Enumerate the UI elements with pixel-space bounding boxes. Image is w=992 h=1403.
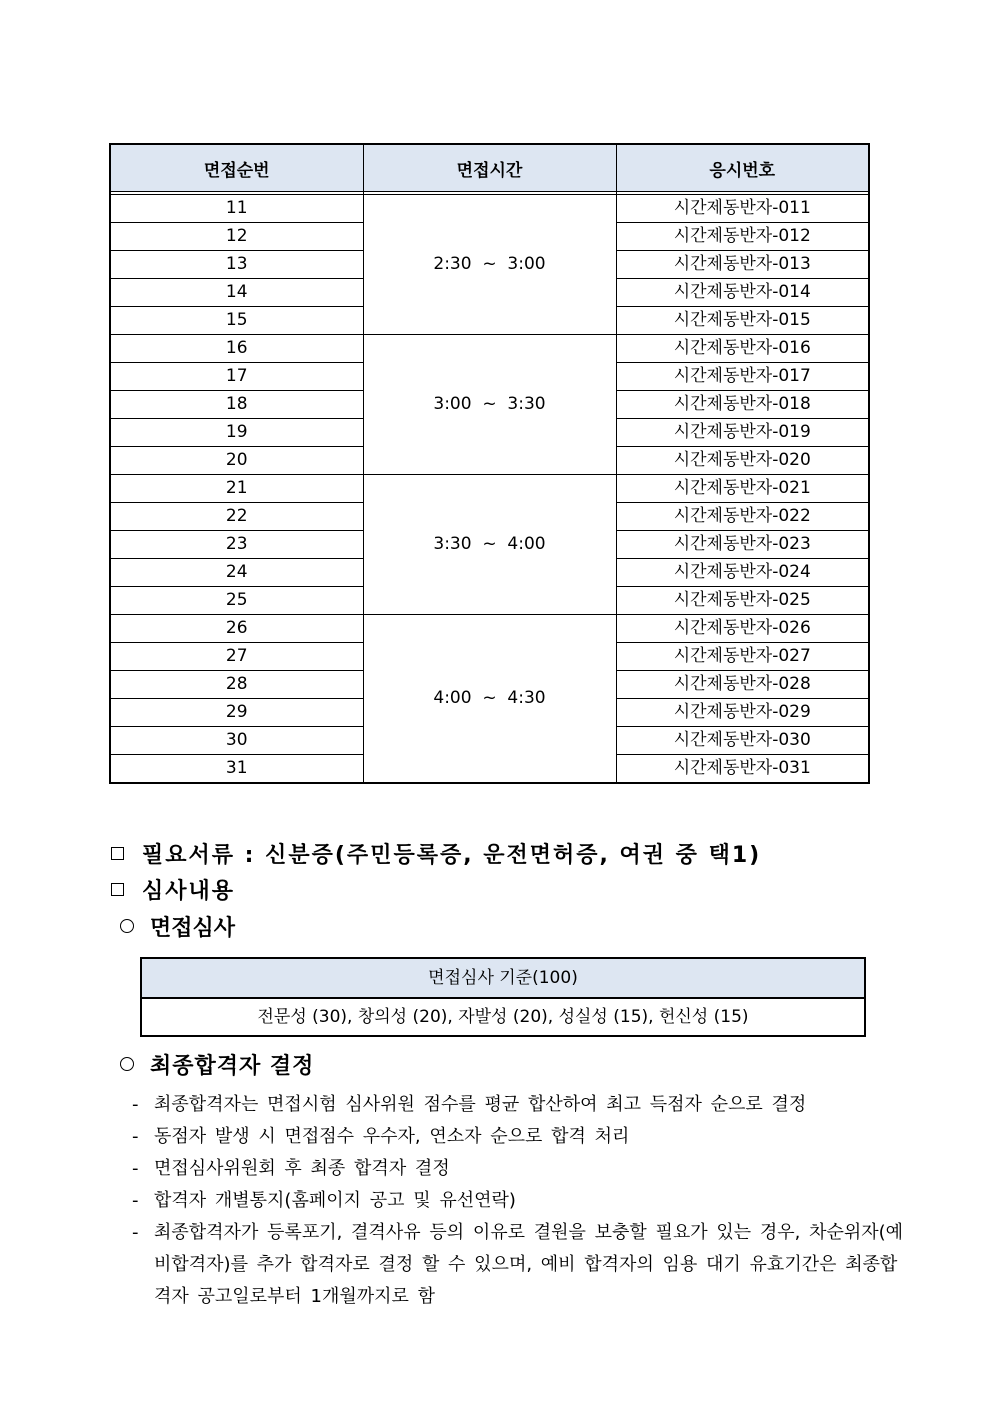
list-item	[132, 1089, 912, 1121]
interview-schedule-table	[109, 143, 870, 784]
interview-time-cell: 3:00 ~ 3:30	[363, 335, 616, 475]
exam-number-cell: 시간제동반자-023	[616, 531, 869, 559]
interview-order-cell: 23	[110, 531, 363, 559]
table-row	[110, 195, 869, 223]
interview-order-cell: 13	[110, 251, 363, 279]
interview-order-cell: 18	[110, 391, 363, 419]
list-item	[132, 1153, 912, 1185]
exam-number-cell: 시간제동반자-030	[616, 727, 869, 755]
list-item-text: 동점자 발생 시 면접점수 우수자, 연소자 순으로 합격 처리	[154, 1126, 630, 1147]
criteria-title: 면접심사 기준(100)	[142, 959, 864, 999]
interview-order-cell: 25	[110, 587, 363, 615]
exam-number-cell: 시간제동반자-012	[616, 223, 869, 251]
table-row	[110, 615, 869, 643]
interview-order-cell: 21	[110, 475, 363, 503]
final-decision-text: 최종합격자 결정	[150, 1054, 315, 1079]
table-row	[110, 335, 869, 363]
final-decision-list	[132, 1089, 912, 1313]
exam-number-cell: 시간제동반자-027	[616, 643, 869, 671]
interview-order-cell: 20	[110, 447, 363, 475]
dash-bullet: -	[132, 1222, 139, 1243]
exam-number-cell: 시간제동반자-014	[616, 279, 869, 307]
table-body	[110, 192, 869, 784]
exam-number-cell: 시간제동반자-022	[616, 503, 869, 531]
interview-order-cell: 15	[110, 307, 363, 335]
interview-order-cell: 31	[110, 755, 363, 784]
table-header-row	[110, 144, 869, 192]
interview-order-cell: 12	[110, 223, 363, 251]
exam-number-cell: 시간제동반자-025	[616, 587, 869, 615]
square-bullet-icon	[111, 883, 124, 896]
square-bullet-icon	[111, 847, 124, 860]
interview-order-cell: 16	[110, 335, 363, 363]
exam-number-cell: 시간제동반자-029	[616, 699, 869, 727]
list-item-text: 최종합격자는 면접시험 심사위원 점수를 평균 합산하여 최고 득점자 순으로 결정	[154, 1094, 807, 1115]
criteria-items: 전문성 (30), 창의성 (20), 자발성 (20), 성실성 (15), 헌신성 (15)	[257, 1007, 749, 1027]
interview-order-cell: 19	[110, 419, 363, 447]
interview-time-cell: 3:30 ~ 4:00	[363, 475, 616, 615]
circle-bullet-icon	[120, 919, 134, 933]
review-content-text: 심사내용	[142, 879, 236, 904]
table-row	[110, 475, 869, 503]
dash-bullet: -	[132, 1190, 139, 1211]
interview-order-cell: 27	[110, 643, 363, 671]
list-item-text: 면접심사위원회 후 최종 합격자 결정	[154, 1158, 450, 1179]
exam-number-cell: 시간제동반자-016	[616, 335, 869, 363]
list-item-text: 최종합격자가 등록포기, 결격사유 등의 이유로 결원을 보충할 필요가 있는 경우, 차순위자(예비합격자)를 추가 합격자로 결정 할 수 있으며, 예비 합격자의 임용 대기 유효기간은 최종합격자 공고일로부터 1개월까지로 함	[154, 1222, 904, 1307]
interview-order-cell: 17	[110, 363, 363, 391]
exam-number-cell: 시간제동반자-019	[616, 419, 869, 447]
exam-number-cell: 시간제동반자-031	[616, 755, 869, 784]
interview-order-cell: 24	[110, 559, 363, 587]
exam-number-cell: 시간제동반자-024	[616, 559, 869, 587]
interview-time-cell: 2:30 ~ 3:00	[363, 195, 616, 335]
interview-time-cell: 4:00 ~ 4:30	[363, 615, 616, 784]
list-item	[132, 1121, 912, 1153]
interview-order-cell: 11	[110, 195, 363, 223]
dash-bullet: -	[132, 1094, 139, 1115]
circle-bullet-icon	[120, 1057, 134, 1071]
dash-bullet: -	[132, 1158, 139, 1179]
exam-number-cell: 시간제동반자-021	[616, 475, 869, 503]
interview-order-cell: 30	[110, 727, 363, 755]
interview-order-cell: 22	[110, 503, 363, 531]
criteria-box	[140, 957, 866, 1037]
header-interview-order: 면접순번	[110, 144, 363, 192]
exam-number-cell: 시간제동반자-028	[616, 671, 869, 699]
interview-review-heading	[120, 911, 235, 942]
dash-bullet: -	[132, 1126, 139, 1147]
required-docs-text: 필요서류 : 신분증(주민등록증, 운전면허증, 여권 중 택1)	[142, 843, 762, 868]
interview-order-cell: 14	[110, 279, 363, 307]
list-item	[132, 1217, 912, 1313]
exam-number-cell: 시간제동반자-011	[616, 195, 869, 223]
exam-number-cell: 시간제동반자-018	[616, 391, 869, 419]
header-exam-number: 응시번호	[616, 144, 869, 192]
review-content-heading	[111, 874, 235, 905]
final-decision-heading	[120, 1049, 314, 1080]
required-docs-heading	[111, 838, 761, 869]
exam-number-cell: 시간제동반자-015	[616, 307, 869, 335]
exam-number-cell: 시간제동반자-017	[616, 363, 869, 391]
interview-order-cell: 29	[110, 699, 363, 727]
list-item	[132, 1185, 912, 1217]
exam-number-cell: 시간제동반자-020	[616, 447, 869, 475]
interview-order-cell: 26	[110, 615, 363, 643]
interview-review-text: 면접심사	[150, 916, 236, 941]
exam-number-cell: 시간제동반자-026	[616, 615, 869, 643]
list-item-text: 합격자 개별통지(홈페이지 공고 및 유선연락)	[154, 1190, 516, 1211]
exam-number-cell: 시간제동반자-013	[616, 251, 869, 279]
interview-order-cell: 28	[110, 671, 363, 699]
header-interview-time: 면접시간	[363, 144, 616, 192]
